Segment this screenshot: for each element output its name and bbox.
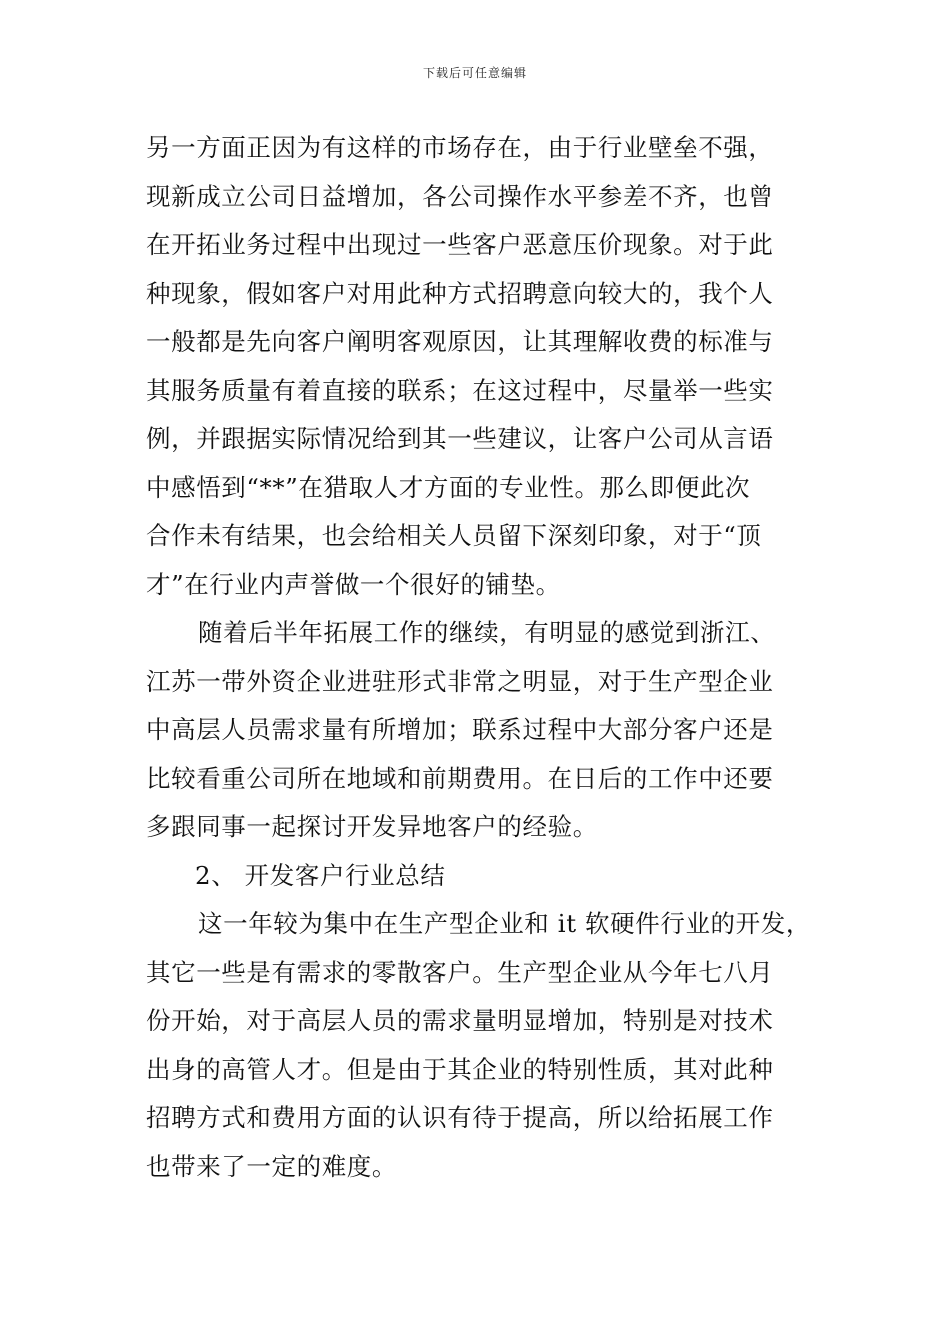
text-line: 才”在行业内声誉做一个很好的铺垫。 (146, 569, 561, 599)
text-line: 现新成立公司日益增加，各公司操作水平参差不齐，也曾 (146, 181, 774, 211)
text-line: 比较看重公司所在地域和前期费用。在日后的工作中还要 (146, 763, 774, 793)
text-line: 其服务质量有着直接的联系；在这过程中，尽量举一些实 (146, 375, 774, 405)
text-line: 份开始，对于高层人员的需求量明显增加，特别是对技术 (146, 1006, 774, 1035)
text-line: 另一方面正因为有这样的市场存在，由于行业壁垒不强， (146, 133, 774, 162)
text-line: 招聘方式和费用方面的认识有待于提高，所以给拓展工作 (146, 1103, 774, 1132)
text-line: 种现象，假如客户对用此种方式招聘意向较大的，我个人 (146, 278, 774, 308)
paragraph-first-line: 这一年较为集中在生产型企业和 it 软硬件行业的开发， (198, 909, 811, 938)
text-line: 一般都是先向客户阐明客观原因，让其理解收费的标准与 (146, 327, 774, 356)
text-line: 江苏一带外资企业进驻形式非常之明显，对于生产型企业 (146, 666, 774, 696)
text-line: 也带来了一定的难度。 (146, 1151, 397, 1181)
header-note: 下载后可任意编辑 (422, 66, 527, 80)
section-heading: 2、 开发客户行业总结 (195, 860, 446, 890)
text-line: 在开拓业务过程中出现过一些客户恶意压价现象。对于此 (146, 230, 774, 259)
text-line: 出身的高管人才。但是由于其企业的特别性质，其对此种 (146, 1054, 774, 1084)
text-line: 合作未有结果，也会给相关人员留下深刻印象，对于“顶 (146, 521, 762, 550)
paragraph-first-line: 随着后半年拓展工作的继续，有明显的感觉到浙江、 (198, 618, 776, 647)
document-body (146, 124, 811, 1191)
text-line: 例，并跟据实际情况给到其一些建议，让客户公司从言语 (146, 424, 774, 453)
text-line: 中高层人员需求量有所增加；联系过程中大部分客户还是 (146, 715, 774, 744)
text-line: 中感悟到“**”在猎取人才方面的专业性。那么即便此次 (146, 472, 751, 502)
text-line: 其它一些是有需求的零散客户。生产型企业从今年七八月 (146, 957, 774, 987)
text-line: 多跟同事一起探讨开发异地客户的经验。 (146, 812, 598, 841)
